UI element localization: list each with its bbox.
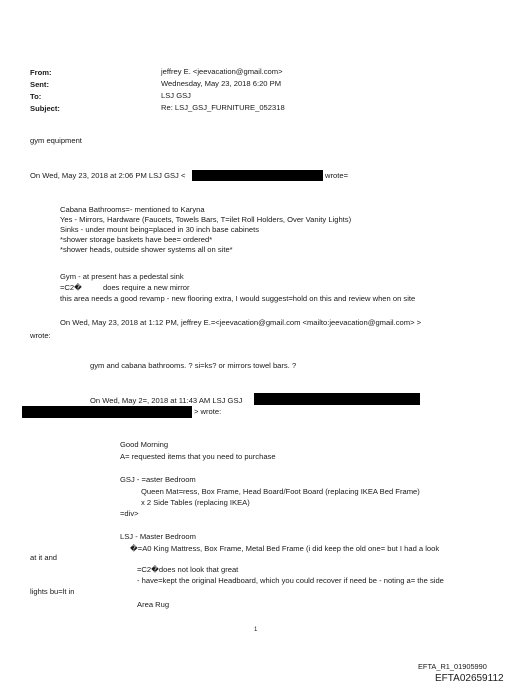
body-line-gym-equipment: gym equipment — [30, 136, 82, 145]
area-rug: Area Rug — [137, 600, 170, 609]
cabana-line-1: Cabana Bathrooms=- mentioned to Karyna — [60, 205, 205, 214]
redaction-box — [192, 170, 323, 181]
quote-header-2: On Wed, May 23, 2018 at 1:12 PM, jeffrey E.=<jeevacation@gmail.com <mailto:jeevacation@gmail.com> > — [60, 318, 422, 327]
gym-line-1: Gym - at present has a pedestal sink — [60, 272, 184, 281]
quote-header-3: On Wed, May 2=, 2018 at 11:43 AM LSJ GSJ — [90, 396, 243, 405]
quote-header-1-suffix: wrote= — [325, 171, 349, 180]
quote-header-2-wrap: wrote: — [30, 331, 51, 340]
lsj-item-3-wrap: lights bu=lt in — [30, 587, 75, 596]
lsj-item-1-wrap: at it and — [30, 553, 58, 562]
gym-line-2: does require a new mirror — [103, 283, 190, 292]
gym-line-2-prefix: =C2� — [60, 283, 82, 292]
quote-header-3-wrap: > wrote: — [194, 407, 222, 416]
cabana-line-2: Yes - Mirrors, Hardware (Faucets, Towels Bars, T=ilet Roll Holders, Over Vanity Lights) — [60, 215, 352, 224]
requested-line: A= requested items that you need to purchase — [120, 452, 276, 461]
quote-header-1: On Wed, May 23, 2018 at 2:06 PM LSJ GSJ < — [30, 171, 186, 180]
cabana-line-4: *shower storage baskets have bee= ordered* — [60, 235, 213, 244]
gsj-item-1: Queen Mat=ress, Box Frame, Head Board/Foot Board (replacing IKEA Bed Frame) — [141, 487, 420, 496]
page-number: 1 — [254, 627, 258, 633]
lsj-item-1: �=A0 King Mattress, Box Frame, Metal Bed Frame (i did keep the old one= but I had a look — [130, 544, 440, 553]
gym-line-3: this area needs a good revamp - new flooring extra, I would suggest=hold on this and review when on site — [60, 294, 416, 303]
lsj-item-2: =C2�does not look that great — [137, 565, 239, 574]
redaction-box — [22, 406, 192, 418]
gsj-item-3: =div> — [120, 509, 139, 518]
gsj-title: GSJ - =aster Bedroom — [120, 475, 196, 484]
subject-label: Subject: — [30, 104, 60, 113]
greeting: Good Morning — [120, 440, 169, 449]
sent-label: Sent: — [30, 80, 49, 89]
efta-id: EFTA02659112 — [435, 673, 504, 684]
from-value: jeffrey E. <jeevacation@gmail.com> — [161, 67, 283, 76]
lsj-title: LSJ - Master Bedroom — [120, 532, 196, 541]
cabana-line-3: Sinks - under mount being=placed in 30 inch base cabinets — [60, 225, 260, 234]
from-label: From: — [30, 68, 52, 77]
efta-r1-id: EFTA_R1_01905990 — [418, 662, 487, 671]
sent-value: Wednesday, May 23, 2018 6:20 PM — [161, 79, 282, 88]
subject-value: Re: LSJ_GSJ_FURNITURE_052318 — [161, 103, 285, 112]
cabana-line-5: *shower heads, outside shower systems all on site* — [60, 245, 233, 254]
to-value: LSJ GSJ — [161, 91, 191, 100]
gym-cabana-line: gym and cabana bathrooms. ? si=ks? or mirrors towel bars. ? — [90, 361, 297, 370]
gsj-item-2: x 2 Side Tables (replacing IKEA) — [141, 498, 250, 507]
redaction-box — [254, 393, 420, 405]
lsj-item-3: - have=kept the original Headboard, which you could recover if need be - noting a= the side — [137, 576, 444, 585]
to-label: To: — [30, 92, 42, 101]
